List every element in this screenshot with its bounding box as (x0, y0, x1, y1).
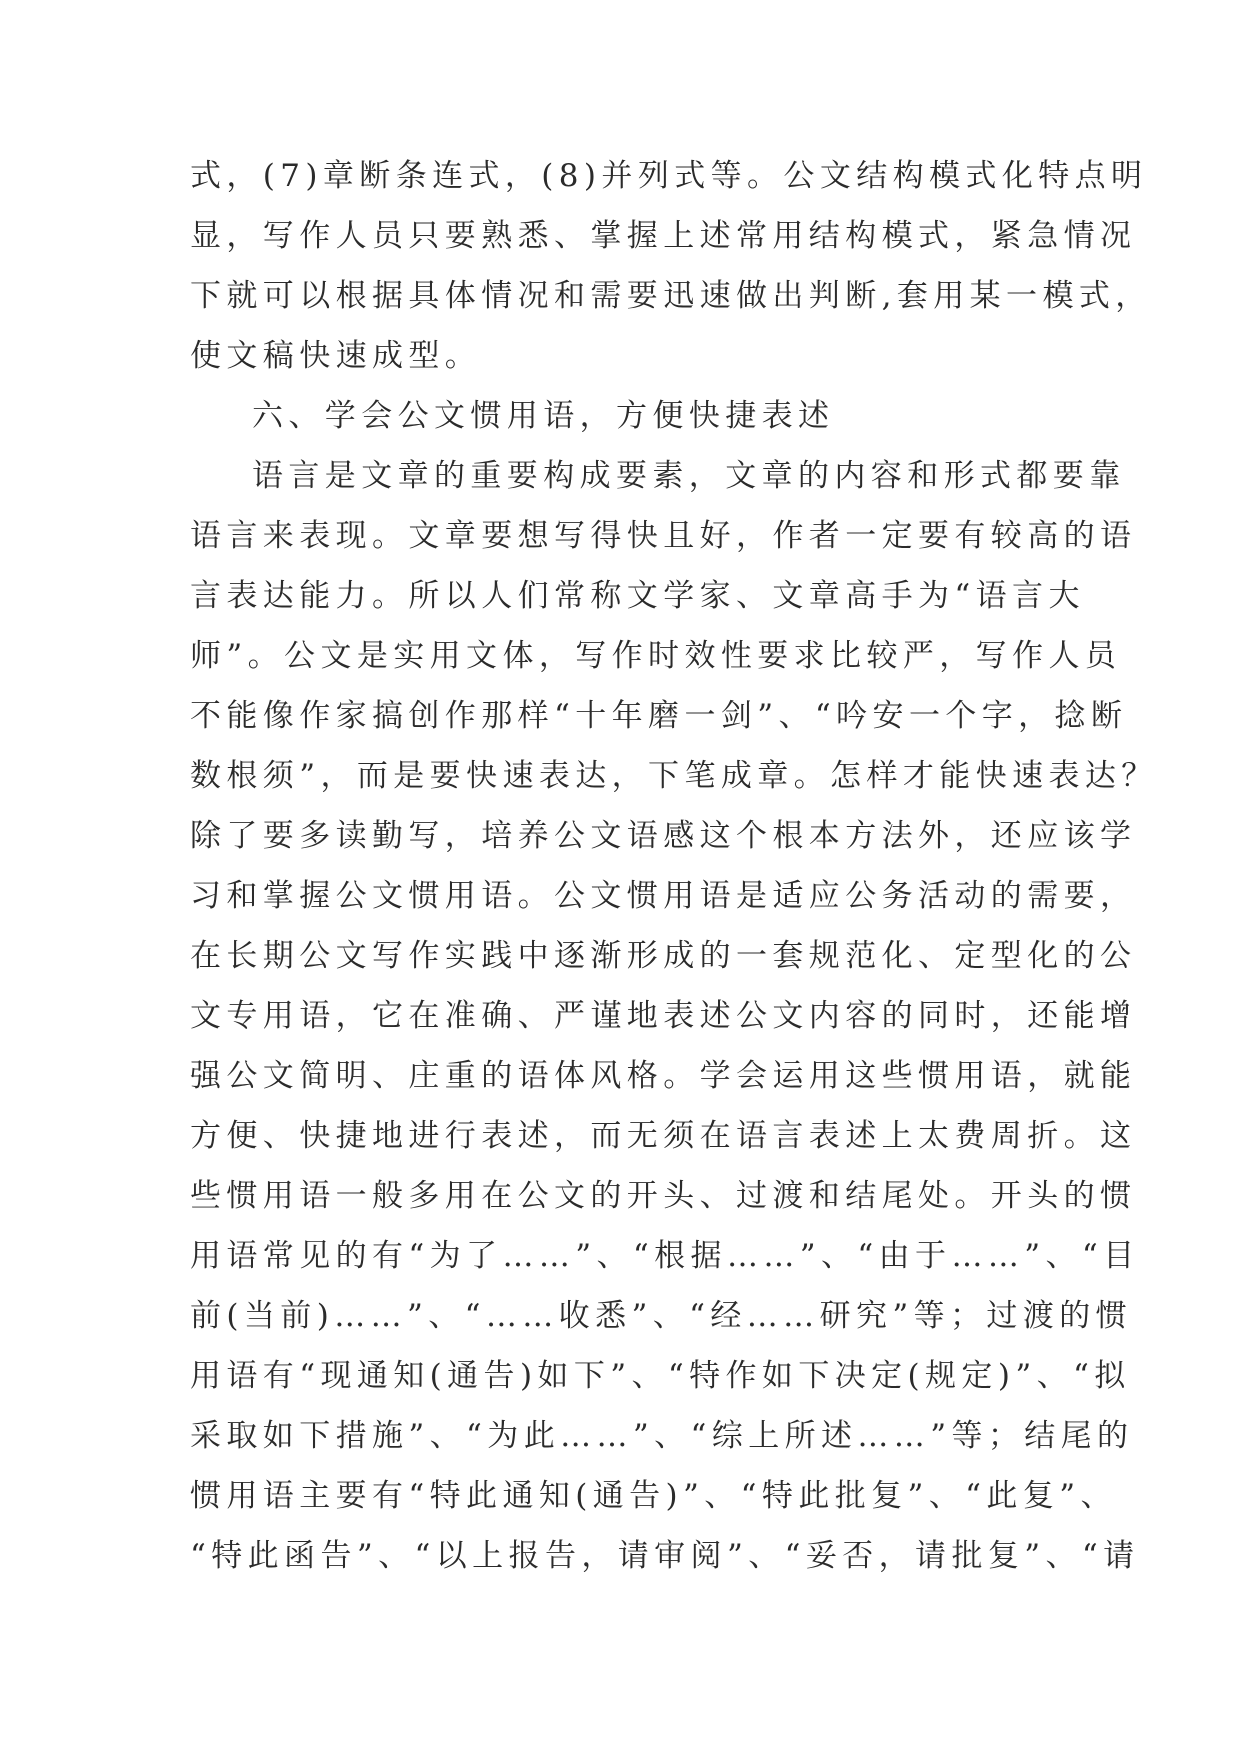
text-line-12: 除了要多读勤写，培养公文语感这个根本方法外，还应该学 (190, 818, 1137, 854)
text-line-21: 用语有“现通知(通告)如下”、“特作如下决定(规定)”、“拟 (190, 1358, 1131, 1394)
text-line-23: 惯用语主要有“特此通知(通告)”、“特此批复”、“此复”、 (190, 1478, 1117, 1514)
text-line-17: 方便、快捷地进行表述，而无须在语言表述上太费周折。这 (190, 1118, 1137, 1154)
text-line-9: 师”。公文是实用文体，写作时效性要求比较严，写作人员 (190, 638, 1122, 674)
text-line-22: 采取如下措施”、“为此……”、“综上所述……”等；结尾的 (190, 1418, 1134, 1454)
text-line-16: 强公文简明、庄重的语体风格。学会运用这些惯用语，就能 (190, 1058, 1137, 1094)
text-line-2: 显，写作人员只要熟悉、掌握上述常用结构模式，紧急情况 (190, 218, 1137, 254)
text-line-18: 些惯用语一般多用在公文的开头、过渡和结尾处。开头的惯 (190, 1178, 1137, 1214)
text-line-8: 言表达能力。所以人们常称文学家、文章高手为“语言大 (190, 578, 1085, 614)
text-line-20: 前(当前)……”、“……收悉”、“经……研究”等；过渡的惯 (190, 1298, 1133, 1334)
text-line-3: 下就可以根据具体情况和需要迅速做出判断,套用某一模式， (190, 278, 1152, 314)
text-line-13: 习和掌握公文惯用语。公文惯用语是适应公务活动的需要， (190, 878, 1137, 914)
text-line-15: 文专用语，它在准确、严谨地表述公文内容的同时，还能增 (190, 998, 1137, 1034)
text-line-1: 式，(7)章断条连式，(8)并列式等。公文结构模式化特点明 (190, 158, 1148, 194)
text-line-19: 用语常见的有“为了……”、“根据……”、“由于……”、“目 (190, 1238, 1140, 1274)
text-line-11: 数根须”，而是要快速表达，下笔成章。怎样才能快速表达？ (190, 758, 1158, 794)
text-line-6: 语言是文章的重要构成要素，文章的内容和形式都要靠 (252, 458, 1126, 494)
text-line-10: 不能像作家搞创作那样“十年磨一剑”、“吟安一个字，捻断 (190, 698, 1128, 734)
text-line-14: 在长期公文写作实践中逐渐形成的一套规范化、定型化的公 (190, 938, 1137, 974)
text-line-24: “特此函告”、“以上报告，请审阅”、“妥否，请批复”、“请 (190, 1538, 1140, 1574)
text-line-4: 使文稿快速成型。 (190, 338, 482, 374)
text-line-7: 语言来表现。文章要想写得快且好，作者一定要有较高的语 (190, 518, 1137, 554)
section-heading: 六、学会公文惯用语，方便快捷表述 (252, 398, 835, 434)
